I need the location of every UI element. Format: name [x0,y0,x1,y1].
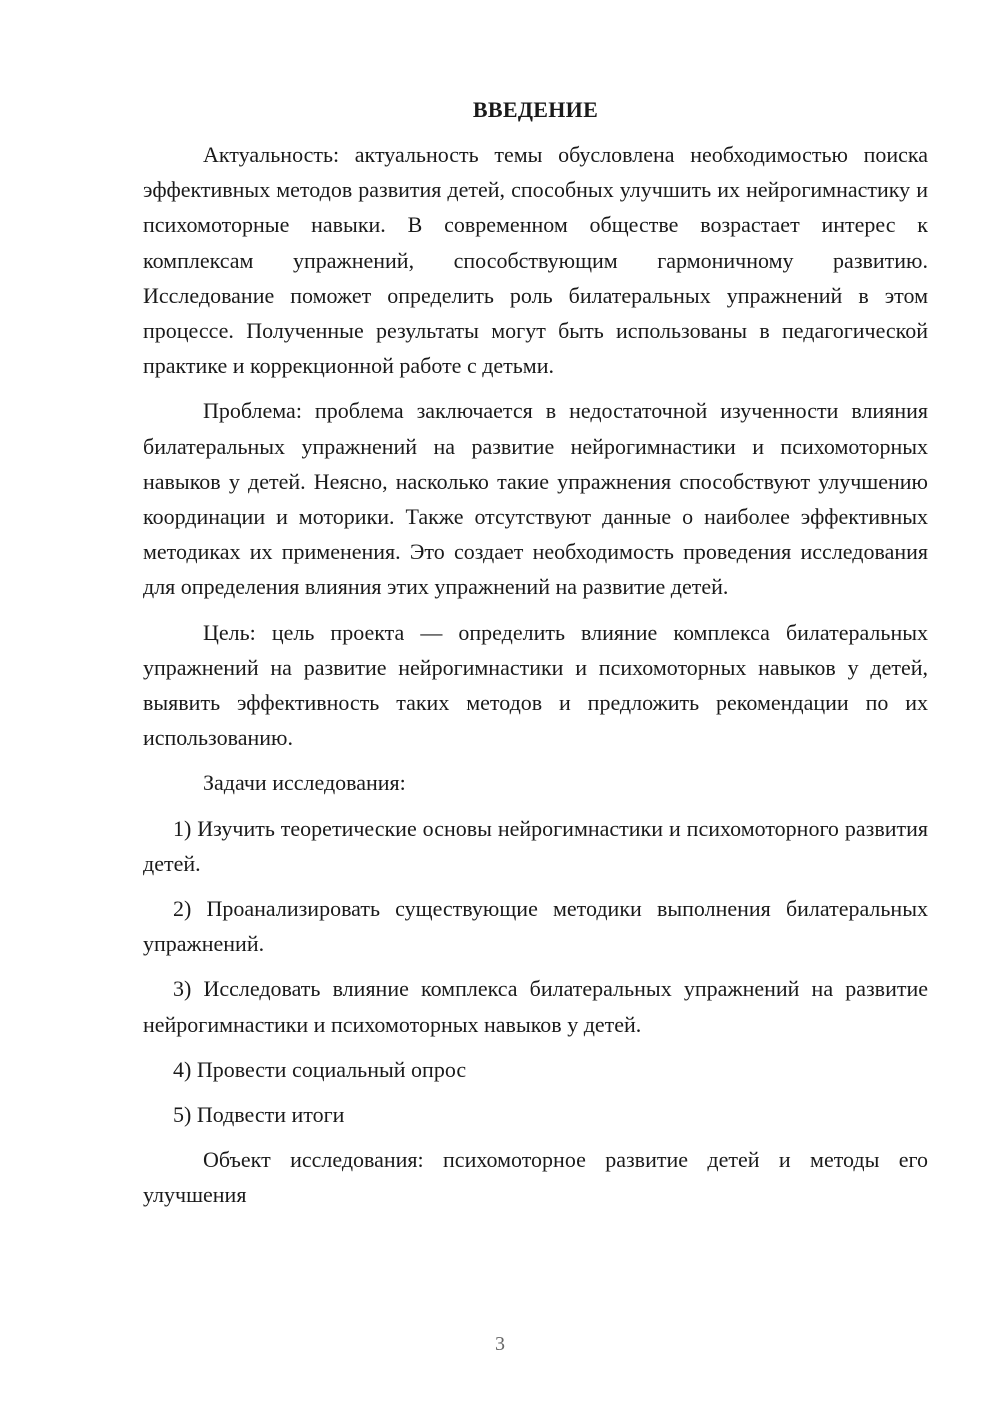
page-number: 3 [495,1333,505,1355]
problem-paragraph: Проблема: проблема заключается в недостаточной изученности влияния билатеральных упражнений на развитие нейрогимнастики и психомоторных навыков у детей. Неясно, насколько такие упражнения способствуют улучшению координации и моторики. Также отсутствуют данные о наиболее эффективных методиках их применения. Это создает необходимость проведения исследования для определения влияния этих упражнений на развитие детей. [143,398,928,600]
task-item: 5) Подвести итоги [173,1102,345,1128]
task-item: 1) Изучить теоретические основы нейрогимнастики и психомоторного развития детей. [143,815,928,876]
goal-paragraph: Цель: цель проекта — определить влияние комплекса билатеральных упражнений на развитие нейрогимнастики и психомоторных навыков у детей, выявить эффективность таких методов и предложить рекомендации по их использованию. [143,619,928,751]
task-item: 2) Проанализировать существующие методики выполнения билатеральных упражнений. [143,896,928,957]
document-page [143,95,928,1223]
section-title: ВВЕДЕНИЕ [472,97,599,122]
task-item: 3) Исследовать влияние комплекса билатеральных упражнений на развитие нейрогимнастики и психомоторных навыков у детей. [143,976,928,1037]
tasks-heading: Задачи исследования: [203,770,406,796]
task-item: 4) Провести социальный опрос [173,1056,467,1082]
object-paragraph: Объект исследования: психомоторное развитие детей и методы его улучшения [143,1147,928,1208]
relevance-paragraph: Актуальность: актуальность темы обусловлена необходимостью поиска эффективных методов развития детей, способных улучшить их нейрогимнастику и психомоторные навыки. В современном обществе возрастает интерес к комплексам упражнений, способствующим гармоничному развитию. Исследование поможет определить роль билатеральных упражнений в этом процессе. Полученные результаты могут быть использованы в педагогической практике и коррекционной работе с детьми. [143,142,928,379]
